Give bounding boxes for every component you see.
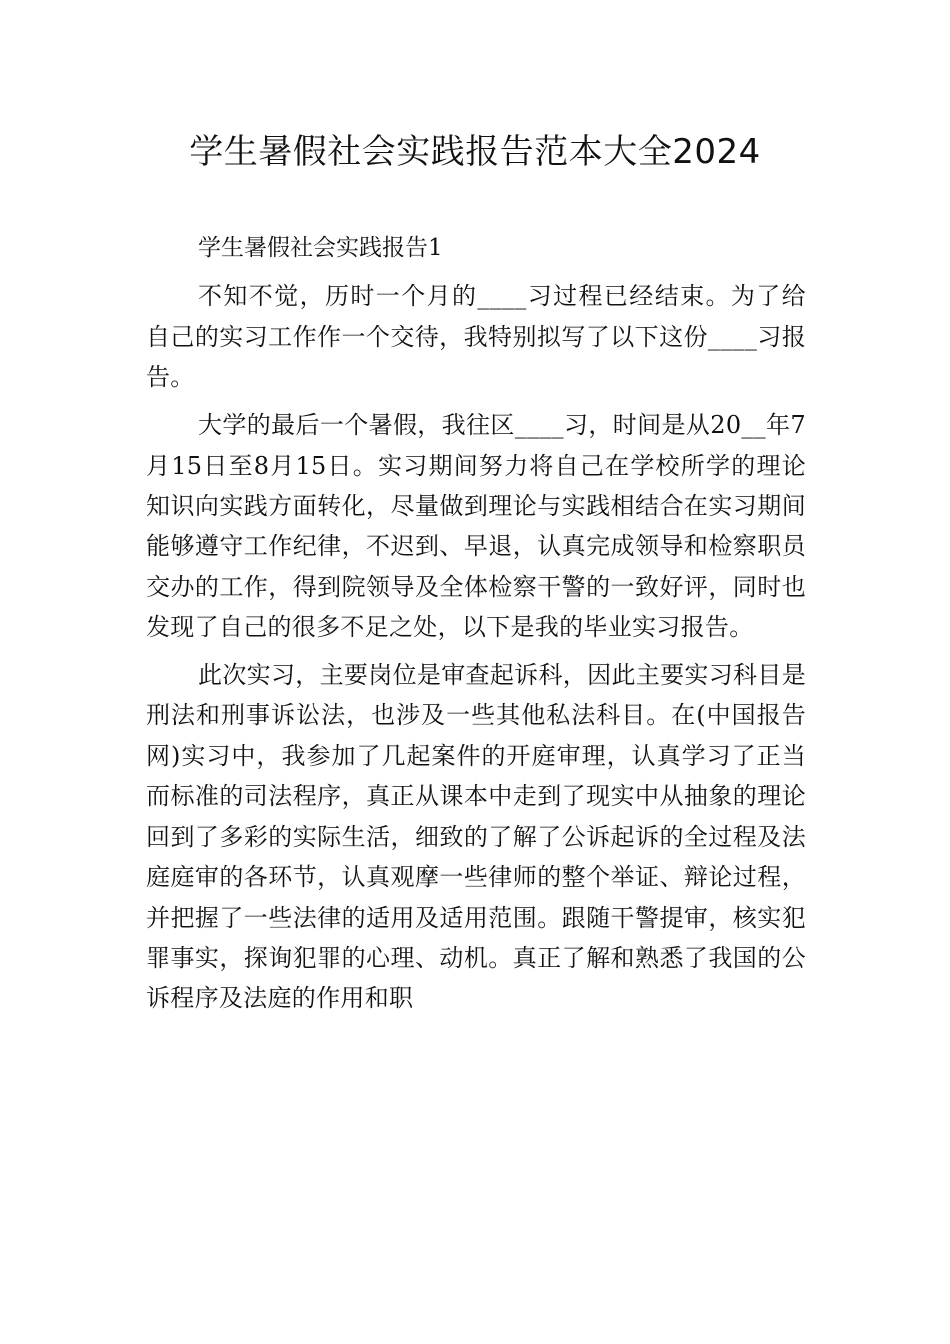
paragraph-3: 此次实习，主要岗位是审查起诉科，因此主要实习科目是刑法和刑事诉讼法，也涉及一些其他私法科目。在(中国报告网)实习中，我参加了几起案件的开庭审理，认真学习了正当而标准的司法程序，真正从课本中走到了现实中从抽象的理论回到了多彩的实际生活，细致的了解了公诉起诉的全过程及法庭庭审的各环节，认真观摩一些律师的整个举证、辩论过程，并把握了一些法律的适用及适用范围。跟随干警提审，核实犯罪事实，探询犯罪的心理、动机。真正了解和熟悉了我国的公诉程序及法庭的作用和职 xyxy=(146,661,806,1013)
document-body xyxy=(146,228,806,1026)
section-heading: 学生暑假社会实践报告1 xyxy=(198,235,443,261)
paragraph-1: 不知不觉，历时一个月的____习过程已经结束。为了给自己的实习工作作一个交待，我特别拟写了以下这份____习报告。 xyxy=(146,282,806,392)
paragraph-2: 大学的最后一个暑假，我往区____习，时间是从20__年7月15日至8月15日。实习期间努力将自己在学校所学的理论知识向实践方面转化，尽量做到理论与实践相结合在实习期间能够遵守工作纪律，不迟到、早退，认真完成领导和检察职员交办的工作，得到院领导及全体检察干警的一致好评，同时也发现了自己的很多不足之处，以下是我的毕业实习报告。 xyxy=(146,411,806,642)
page-title: 学生暑假社会实践报告范本大全2024 xyxy=(189,132,761,172)
